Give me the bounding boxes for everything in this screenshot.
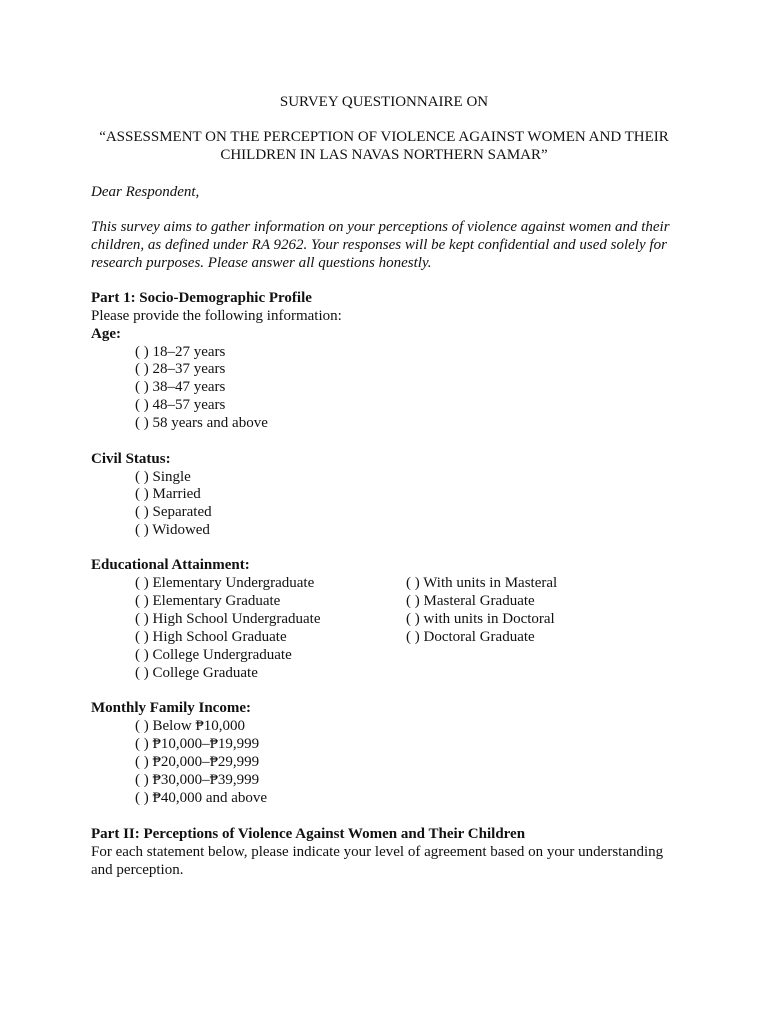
income-option[interactable]: ( ) ₱40,000 and above: [135, 790, 268, 806]
age-option[interactable]: ( ) 48–57 years: [135, 397, 226, 413]
income-option[interactable]: ( ) ₱20,000–₱29,999: [135, 754, 260, 770]
civil-status-option[interactable]: ( ) Single: [135, 469, 191, 485]
intro-line-1: This survey aims to gather information on your perceptions of violence against women and their: [91, 219, 670, 235]
age-option[interactable]: ( ) 18–27 years: [135, 344, 226, 360]
income-option[interactable]: ( ) ₱10,000–₱19,999: [135, 736, 260, 752]
age-option[interactable]: ( ) 28–37 years: [135, 361, 226, 377]
part1-instruction: Please provide the following information:: [91, 308, 342, 324]
age-option[interactable]: ( ) 38–47 years: [135, 379, 226, 395]
civil-status-label: Civil Status:: [91, 451, 171, 467]
income-option[interactable]: ( ) Below ₱10,000: [135, 718, 245, 734]
education-option[interactable]: ( ) Elementary Graduate: [135, 593, 281, 609]
age-label: Age:: [91, 326, 121, 342]
intro-line-2: children, as defined under RA 9262. Your responses will be kept confidential and used solely for: [91, 237, 667, 253]
civil-status-option[interactable]: ( ) Married: [135, 486, 201, 502]
education-option[interactable]: ( ) High School Undergraduate: [135, 611, 321, 627]
education-option[interactable]: ( ) College Undergraduate: [135, 647, 292, 663]
civil-status-option[interactable]: ( ) Widowed: [135, 522, 210, 538]
survey-title: SURVEY QUESTIONNAIRE ON: [279, 94, 489, 110]
salutation: Dear Respondent,: [91, 184, 200, 200]
education-option[interactable]: ( ) Doctoral Graduate: [406, 629, 535, 645]
education-option[interactable]: ( ) High School Graduate: [135, 629, 287, 645]
education-option[interactable]: ( ) With units in Masteral: [406, 575, 558, 591]
intro-line-3: research purposes. Please answer all questions honestly.: [91, 255, 432, 271]
income-option[interactable]: ( ) ₱30,000–₱39,999: [135, 772, 260, 788]
part2-instruction-line1: For each statement below, please indicate your level of agreement based on your understanding: [91, 844, 664, 860]
education-option[interactable]: ( ) with units in Doctoral: [406, 611, 555, 627]
survey-subtitle-line2: CHILDREN IN LAS NAVAS NORTHERN SAMAR”: [220, 147, 548, 163]
part2-instruction-line2: and perception.: [91, 862, 184, 878]
education-option[interactable]: ( ) Masteral Graduate: [406, 593, 535, 609]
survey-subtitle-line1: “ASSESSMENT ON THE PERCEPTION OF VIOLENCE AGAINST WOMEN AND THEIR: [99, 129, 669, 145]
civil-status-option[interactable]: ( ) Separated: [135, 504, 212, 520]
education-label: Educational Attainment:: [91, 557, 250, 573]
income-label: Monthly Family Income:: [91, 700, 251, 716]
education-option[interactable]: ( ) College Graduate: [135, 665, 258, 681]
education-option[interactable]: ( ) Elementary Undergraduate: [135, 575, 315, 591]
part1-heading: Part 1: Socio-Demographic Profile: [91, 290, 312, 306]
part2-heading: Part II: Perceptions of Violence Against Women and Their Children: [91, 826, 526, 842]
age-option[interactable]: ( ) 58 years and above: [135, 415, 268, 431]
